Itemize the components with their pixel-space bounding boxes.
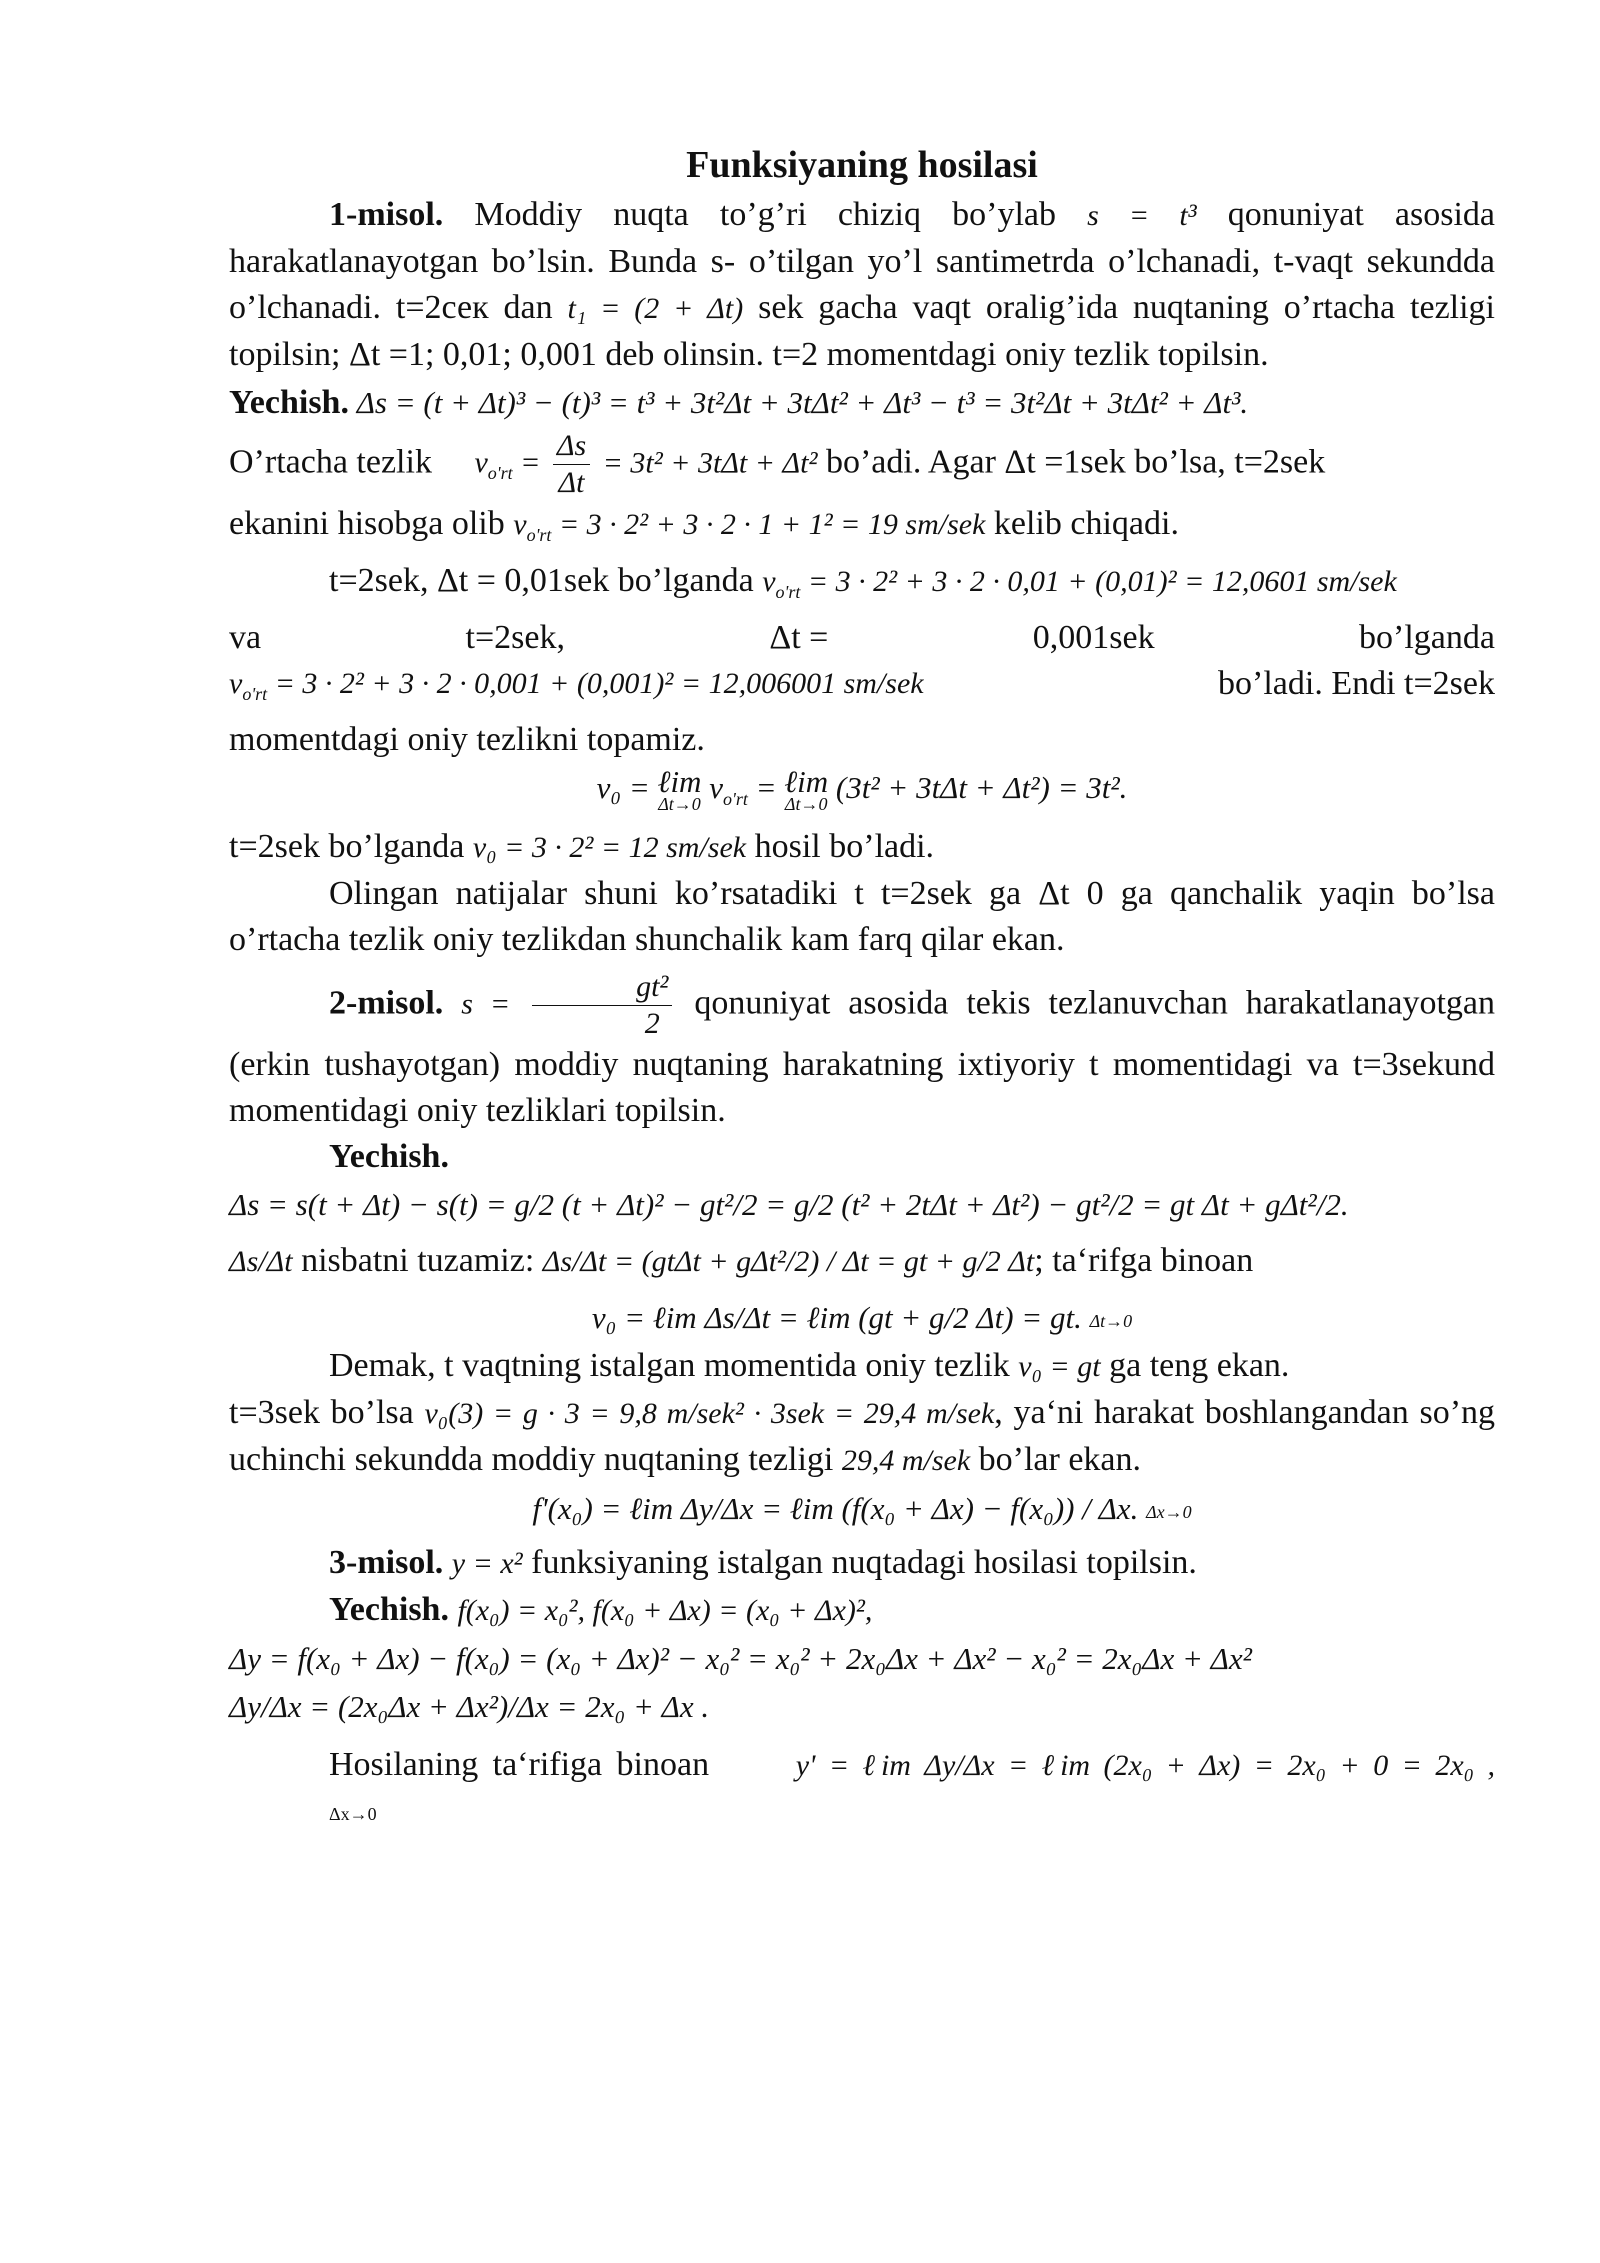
example-2-ratio-line: Δs/Δt nisbatni tuzamiz: Δs/Δt = (gtΔt + gΔt²/2) / Δt = gt + g/2 Δt; ta‘rifga binoan bbox=[229, 1242, 1254, 1280]
average-velocity-text: bo’adi. Agar Δt =1sek bo’lsa, t=2sek bbox=[825, 443, 1326, 481]
example-2-instant-velocity-equation: v₀ = ℓim Δs/Δt = ℓim (gt + g/2 Δt) = gt. Δt→0 bbox=[591, 1300, 1133, 1336]
example-1-t1: t₁ = (2 + Δt) bbox=[567, 292, 744, 325]
line-c-equation: $v_{o'rt} = 3 \cdot 2^2 + 3 \cdot 2 \cdot 0,01 + (0,01)^2 = 12,0601$ sm/sek bbox=[762, 565, 1397, 602]
example-1-line-f: momentdagi oniy tezlikni topamiz. bbox=[229, 721, 705, 758]
example-1-line-e: $v_{o'rt} = 3 \cdot 2^2 + 3 \cdot 2 \cdot 0,001 + (0,001)^2 = 12,006001$ sm/sek bo’ladi. Endi t=2sek bbox=[229, 661, 1495, 717]
example-1-solution-label: Yechish. bbox=[229, 384, 349, 421]
line-c-text: t=2sek, Δt = 0,01sek bo’lganda bbox=[329, 562, 754, 599]
derivative-definition-equation: f'(x₀) = ℓim Δy/Δx = ℓim (f(x₀ + Δx) − f(x₀)) / Δx. Δx→0 bbox=[532, 1491, 1192, 1527]
example-1-statement bbox=[229, 192, 1495, 378]
average-velocity-label: O’rtacha tezlik bbox=[229, 443, 432, 481]
example-3-final-line: Hosilaning ta‘rifiga binoan y' = ℓim Δy/Δx = ℓim (2x₀ + Δx) = 2x₀ + 0 = 2x₀ , Δx→0 bbox=[329, 1746, 1495, 1825]
line-e-equation: $v_{o'rt} = 3 \cdot 2^2 + 3 \cdot 2 \cdot 0,001 + (0,001)^2 = 12,006001$ sm/sek bbox=[229, 667, 924, 704]
average-velocity-rhs: = 3t² + 3tΔt + Δt² bbox=[602, 446, 818, 480]
example-1-text-b: qonuniyat asosida harakatlanayotgan bo’lsin. Bunda s- o’tilgan yo’l santimetrda o’lchanadi, t-vaqt sekundda o’lchanadi. t=2сек dan bbox=[229, 196, 1496, 326]
example-2-statement: 2-misol. s = $\frac{\text{gt²}}{2}$ qonuniyat asosida tekis tezlanuvchan harakatlanayotgan (erkin tushayotgan) moddiy nuqtaning harakatning ixtiyoriy t momentidagi va t=3sekund momentidagi oniy tezliklari topilsin. bbox=[229, 970, 1496, 1130]
example-1-solution-line bbox=[229, 380, 1495, 426]
example-1-text-c: sek gacha vaqt oralig’ida nuqtaning o’rtacha tezligi topilsin; Δt =1; 0,01; 0,001 deb olinsin. t=2 momentdagi oniy tezlik topilsin. bbox=[229, 289, 1496, 373]
example-1-law: s = t³ bbox=[1087, 199, 1197, 232]
example-3-statement: 3-misol. y = x² funksiyaning istalgan nuqtadagi hosilasi topilsin. bbox=[329, 1544, 1197, 1582]
example-2-delta-s-equation: Δs = s(t + Δt) − s(t) = g/2 (t + Δt)² − gt²/2 = g/2 (t² + 2tΔt + Δt²) − gt²/2 = gt Δt + gΔt²/2. bbox=[229, 1187, 1349, 1223]
delta-s-over-delta-t-fraction: $\frac{\Delta s}{\Delta t}$ bbox=[553, 428, 590, 501]
example-1-line-g: t=2sek bo’lganda v₀ = 3 · 2² = 12 sm/sek hosil bo’ladi. bbox=[229, 828, 935, 866]
example-3-label: 3-misol. bbox=[329, 1544, 444, 1582]
example-1-delta-s-equation: Δs = (t + Δt)³ − (t)³ = t³ + 3t²Δt + 3tΔt² + Δt³ − t³ = 3t²Δt + 3tΔt² + Δt³. bbox=[356, 385, 1249, 420]
example-1-text-a: Moddiy nuqta to’g’ri chiziq bo’ylab bbox=[474, 196, 1056, 233]
example-2-t3-paragraph: t=3sek bo’lsa v₀(3) = g · 3 = 9,8 m/sek² · 3sek = 29,4 m/sek, ya‘ni harakat boshlangandan so’ng uchinchi sekundda moddiy nuqtaning tezligi 29,4 m/sek bo’lar ekan. bbox=[229, 1394, 1496, 1479]
example-1-line-c bbox=[229, 558, 1495, 615]
example-1-line-b bbox=[229, 501, 1495, 558]
example-3-ratio-equation: Δy/Δx = (2x₀Δx + Δx²)/Δx = 2x₀ + Δx . bbox=[229, 1689, 710, 1725]
example-1-line-d: va t=2sek, Δt = 0,001sek bo’lganda bbox=[229, 619, 1495, 656]
example-1-instant-velocity-equation: v₀ = ℓim Δt→0 $v_{o'rt}$ = ℓim Δt→0 (3t² + 3tΔt + Δt²) = 3t². bbox=[596, 763, 1128, 814]
example-3-delta-y-equation: Δy = f(x₀ + Δx) − f(x₀) = (x₀ + Δx)² − x₀² = x₀² + 2x₀Δx + Δx² − x₀² = 2x₀Δx + Δx² bbox=[229, 1641, 1252, 1677]
example-2-text: qonuniyat asosida tekis tezlanuvchan harakatlanayotgan (erkin tushayotgan) moddiy nuqtaning harakatning ixtiyoriy t momentidagi va t=3sekund momentidagi oniy tezliklari topilsin. bbox=[229, 984, 1496, 1130]
page-title: Funksiyaning hosilasi bbox=[686, 144, 1038, 186]
example-2-solution-label: Yechish. bbox=[329, 1138, 449, 1176]
example-3-solution-line: Yechish. f(x₀) = x₀², f(x₀ + Δx) = (x₀ + Δx)², bbox=[329, 1591, 873, 1629]
example-1-average-velocity-line bbox=[229, 428, 1495, 501]
document-page bbox=[229, 140, 1495, 1835]
gt2-over-2-fraction: $\frac{\text{gt²}}{2}$ bbox=[532, 969, 672, 1042]
line-b-text-end: kelib chiqadi. bbox=[993, 505, 1179, 542]
line-b-text: ekanini hisobga olib bbox=[229, 505, 505, 542]
example-1-conclusion: Olingan natijalar shuni ko’rsatadiki t t=2sek ga Δt 0 ga qanchalik yaqin bo’lsa o’rtacha tezlik oniy tezlikdan shunchalik kam farq qilar ekan. bbox=[229, 875, 1495, 959]
example-2-demak-line: Demak, t vaqtning istalgan momentida oniy tezlik v₀ = gt ga teng ekan. bbox=[329, 1347, 1290, 1385]
example-1-label: 1-misol. bbox=[329, 196, 444, 233]
average-velocity-symbol: $v_{o'rt}$ = bbox=[474, 446, 541, 484]
example-2-label: 2-misol. bbox=[329, 984, 444, 1022]
line-b-equation: $v_{o'rt} = 3 \cdot 2^2 + 3 \cdot 2 \cdot 1 + 1^2 = 19$ sm/sek bbox=[513, 508, 986, 545]
